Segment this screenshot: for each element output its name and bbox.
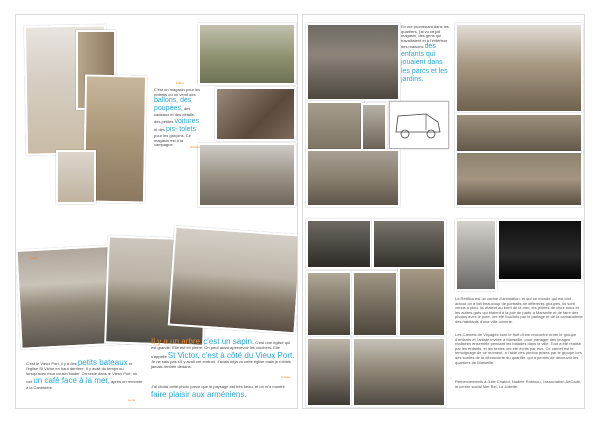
photo-bare-tree [361,103,387,151]
photo-children-group [455,113,583,153]
shop-paragraph: C'est un magasin pour les enfants où on vend des ballons, des poupées, des cadeaux et des détails, des petites voitures et des pis- tolets pour les garçons. Ce magasin est à la campagne. [154,87,201,148]
tag-anissa: Anissa [281,375,291,379]
project-paragraph-1: La Rétifica est un centre d'animation, et sur ce monde qui est tout autour on a fait beaucoup de portraits de différents groupes, ils sont venus à pied. Ils étaient au bord de la mer, les jeunes de chez nous et les autres gars qui étaient à la joie de partir à Marseille et de faire des photos avec le pote, ont été touchés par le partage et de la camaraderie des habitants d'une ville ouverte. [455,296,583,324]
photo-rocks-coast [352,337,446,407]
right-page [302,14,585,409]
church-paragraph: Il y a un arbre, c'est un sapin. C'est une église qui est grande. Elle est en pierre. On peut aussi apercevoir les clochers. Elle s'appelle St Victor, c'est à côté du Vieux Port. Je ne sais pas s'il y avait cet endroit. J'avais déjà vu cette église mais je n'étais jamais rentrée dedans. [151,337,295,369]
old-port-paragraph: C'est le Vieux Port, il y a des petits bateaux et l'église St Victor en haut derrière. Il y avait du temps où lorsqu'avec mon cousin Nader. On reste dans le Vieux Port; on voit un café face à la mer, après on remonte à la Canebière. [26,358,143,390]
photo-panorama-3 [168,226,298,335]
van-sketch-icon [390,102,446,146]
tag-lucia: Lucia [128,398,136,402]
photo-arch [455,151,583,207]
photo-church [455,23,583,113]
thanks-paragraph: Remerciements à Julie Chabot, Nadine Robinou, l'association ArtCade, le centre social Mer Bel, La Joliette. [455,379,582,389]
sketch-van [389,101,449,149]
photo-street-sign [306,101,364,151]
label-lucia: Lucia [30,256,38,260]
photo-portrait-2 [352,271,398,337]
project-paragraph-2: Les Carnets de Voyages sont le fruit d'une rencontre entre le groupe d'enfants et l'artiste invitée à Marseille, pour partager des images réalisées ensemble pendant les balades dans la ville. Tout a été réalisé par les enfants, et les textes ont été écrits par eux. Ce carnet est le témoignage de ce moment, à l'aide des photos prises par le groupe lors des sorties de la découverte du quartier, qui a permis de découvrir les quartiers de Marseille. [455,332,582,365]
photo-bench [306,23,400,101]
photo-fountain [306,149,400,207]
tag-nicolas: Nicolas [190,145,200,149]
left-page [15,14,298,409]
photo-portrait-4 [306,337,352,407]
photo-town-1 [198,23,296,85]
photo-group-1 [306,219,372,269]
label-fabel: Fabel [176,81,184,85]
photo-tower [455,219,497,291]
photo-window-view [497,219,583,281]
photo-portrait-3 [398,267,446,337]
armenian-paragraph: J'ai choisi cette photo parce que le paysage est très beau, et on m'a montré faire plaisir aux arméniens. [151,384,285,399]
photo-beach-4 [56,150,96,204]
photo-tree-street [198,143,296,207]
photo-group-2 [372,219,446,269]
photo-portrait-1 [306,271,352,337]
photo-shop-interior [215,87,296,141]
walk-paragraph: En me promenant dans les quartiers, j'ai vu ce joli magasin, des gens qui travaillaient et à l'extérieur des maisons des enfants qui jouaient dans les parcs et les jardins. [401,24,449,83]
